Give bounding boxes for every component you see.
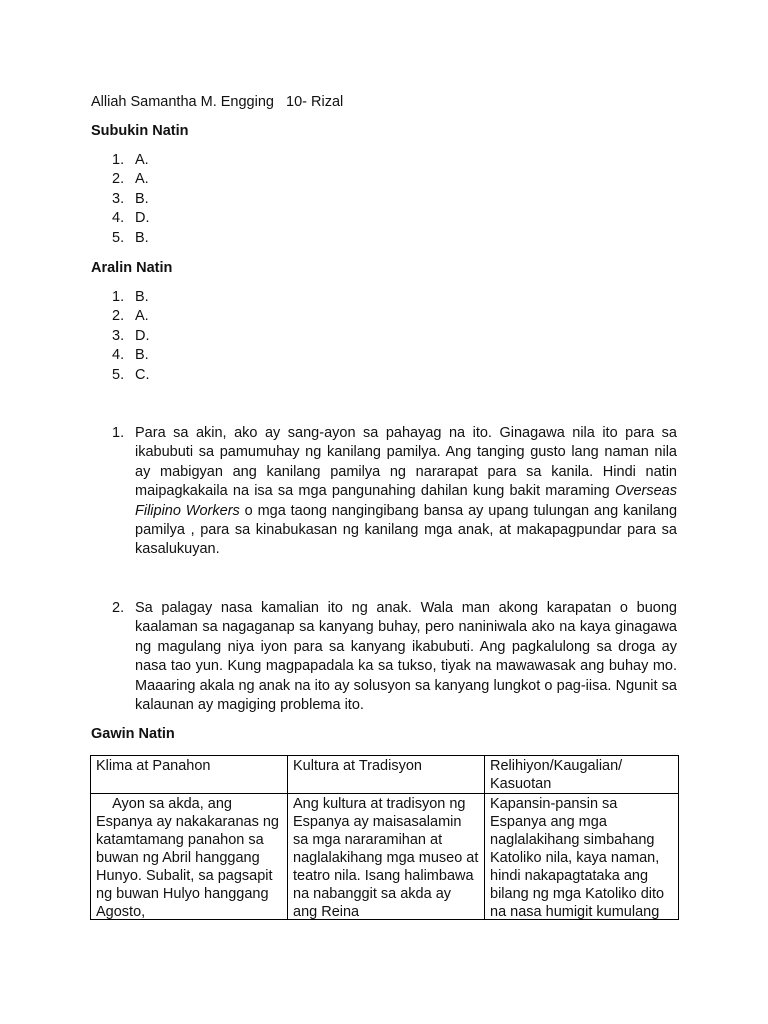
table-cell: Ang kultura at tradisyon ng Espanya ay maisasalamin sa mga nararamihan at naglalakihang mga museo at teatro nila. Isang halimbawa na nabanggit sa akda ay ang Reina [293,796,479,919]
gawin-table [90,755,679,920]
subukin-heading: Subukin Natin [91,123,189,139]
aralin-heading: Aralin Natin [91,260,173,276]
essay-paragraph: Para sa akin, ako ay sang-ayon sa pahayag na ito. Ginagawa nila ito para sa ikabubuti sa pamumuhay ng kanilang pamilya. Ang tanging gusto lang naman nila ay mabigyan ang kanilang pamilya ng nararapat para sa kanila. Hindi natin maipagkakaila na isa sa mga pangunahing dahilan kung bakit maraming Overseas Filipino Workers o mga taong nangingibang bansa ay upang tulungan ang kanilang pamilya , para sa kinabukasan ng kanilang mga anak, at makapagpundar para sa kasalukuyan. [135,425,678,558]
table-cell: Ayon sa akda, ang Espanya ay nakakaranas ng katamtamang panahon sa buwan ng Abril hanggang Hunyo. Subalit, sa pagsapit ng buwan Hulyo hanggang Agosto, [96,796,279,919]
italic-phrase: Overseas Filipino Workers [135,483,677,519]
column-header: Kultura at Tradisyon [288,756,485,794]
column-header: Klima at Panahon [91,756,288,794]
table-cell: Kapansin-pansin sa Espanya ang mga naglalakihang simbahang Katoliko nila, kaya naman, hindi nakapagtataka ang bilang ng mga Katoliko dito na nasa humigit kumulang [490,796,665,919]
table-header-row [91,756,679,794]
table-row [91,794,679,920]
student-name-section: Alliah Samantha M. Engging 10- Rizal [91,94,344,110]
essay-paragraph: Sa palagay nasa kamalian ito ng anak. Wala man akong karapatan o buong kaalaman sa nagaganap sa kanyang buhay, pero naniniwala ako na kaya ginagawa ng magulang niya iyon para sa kanyang ikabubuti. Ang pagkalulong sa droga ay nasa tao yun. Kung magpapadala ka sa tukso, tiyak na mawawasak ang buhay mo. Maaaring akala ng anak na ito ay solusyon sa kanyang lungkot o pag-iisa. Ngunit sa kalaunan ay magiging problema ito. [135,600,677,714]
column-header: Relihiyon/Kaugalian/ Kasuotan [485,756,679,794]
document-page: Alliah Samantha M. Engging 10- Rizal Subukin Natin 1. A. 2. A. 3. B. 4. D. 5. B. Aralin Natin 1. B. 2. A. 3. D. 4. B. 5. C. 1. Para sa akin, ako ay sang-ayon sa pahayag na ito. Ginagawa nila ito para sa ikabubuti sa pamumuhay ng kanilang pamilya. Ang tanging gusto lang naman nila ay mabigyan ang kanilang pamilya ng nararapat para sa kanila. Hindi natin maipagkakaila na isa sa mga pangunahing dahilan kung bakit maraming Overseas Filipino Workers o mga taong nangingibang bansa ay upang tulungan ang kanilang pamilya , para sa kinabukasan ng kanilang mga anak, at makapagpundar para sa kasalukuyan. 2. Sa palagay nasa kamalian ito ng anak. Wala man akong karapatan o buong kaalaman sa nagaganap sa kanyang buhay, pero naniniwala ako na kaya ginagawa ng magulang niya iyon para sa kanyang ikabubuti. Ang pagkalulong sa droga ay nasa tao yun. Kung magpapadala ka sa tukso, tiyak na mawawasak ang buhay mo. Maaaring akala ng anak na ito ay solusyon sa kanyang lungkot o pag-iisa. Ngunit sa kalaunan ay magiging problema ito. Gawin Natin Klima at Panahon Kultura at Tradisyon Relihiyon/Kaugalian/ Kasuotan Ayon sa akda, ang Espanya ay nakakaranas ng katamtamang panahon sa buwan ng Abril hanggang Hunyo. Subalit, sa pagsapit ng buwan Hulyo hanggang Agosto, Ang kultura at tradisyon ng Espanya ay maisasalamin sa mga nararamihan at naglalakihang mga museo at teatro nila. Isang halimbawa na nabanggit sa akda ay ang Reina Kapansin-pansin sa Espanya ang mga naglalakihang simbahang Katoliko nila, kaya naman, hindi nakapagtataka ang bilang ng mga Katoliko dito na nasa humigit kumulang [91,94,678,919]
gawin-heading: Gawin Natin [91,726,175,742]
